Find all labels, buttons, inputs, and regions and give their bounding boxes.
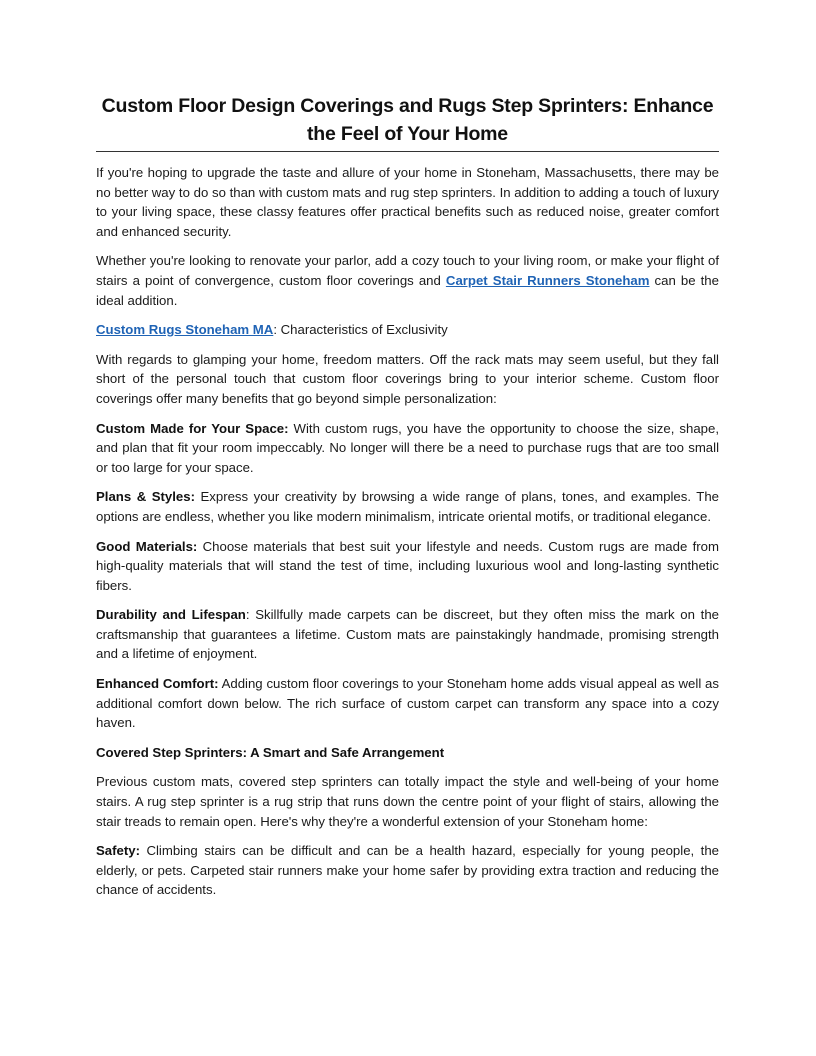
feature-text: : Skillfully made carpets can be discreet, but they often miss the mark on the craftsmanship that guarantees a lifetime. Custom mats are painstakingly handmade, promising strength and a lifetime of enjoyment.	[96, 607, 719, 662]
feature-safety	[96, 841, 719, 900]
feature-label: Plans & Styles:	[96, 489, 195, 505]
feature-text: With custom rugs, you have the opportunity to choose the size, shape, and plan that fit your room impeccably. No longer will there be a need to purchase rugs that are too small or too large for your space.	[96, 420, 719, 475]
feature-label: Durability and Lifespan	[96, 607, 246, 623]
feature-custom-made	[96, 419, 719, 478]
page-title: Custom Floor Design Coverings and Rugs Step Sprinters: Enhance the Feel of Your Home	[96, 92, 719, 152]
section-heading-step-sprinters	[96, 743, 719, 763]
paragraph-text: can be the ideal addition.	[96, 272, 719, 308]
custom-rugs-link[interactable]: Custom Rugs Stoneham MA	[96, 322, 274, 338]
feature-enhanced-comfort	[96, 674, 719, 733]
feature-durability	[96, 605, 719, 664]
feature-label: Safety:	[96, 843, 140, 859]
paragraph-text: Whether you're looking to renovate your parlor, add a cozy touch to your living room, or make your flight of stairs a point of convergence, custom floor coverings and	[96, 253, 719, 288]
document-page	[96, 92, 719, 900]
stair-runners-paragraph	[96, 251, 719, 310]
feature-label: Good Materials:	[96, 538, 198, 554]
carpet-stair-runners-link[interactable]: Carpet Stair Runners Stoneham	[445, 272, 650, 288]
feature-good-materials	[96, 537, 719, 596]
feature-label: Enhanced Comfort:	[96, 676, 219, 692]
step-sprinters-paragraph: Previous custom mats, covered step sprinters can totally impact the style and well-being of your home stairs. A rug step sprinter is a rug strip that runs down the centre point of your flight of stairs, allowing the stair treads to remain open. Here's why they're a wonderful extension of your Stoneham home:	[96, 774, 719, 829]
custom-coverings-paragraph: With regards to glamping your home, freedom matters. Off the rack mats may seem useful, but they fall short of the personal touch that custom floor coverings bring to your interior scheme. Custom floor coverings offer many benefits that go beyond simple personalization:	[96, 351, 719, 406]
section-heading-custom-rugs	[96, 320, 719, 340]
feature-text: Climbing stairs can be difficult and can be a health hazard, especially for young people, the elderly, or pets. Carpeted stair runners make your home safer by providing extra traction and reducing the chance of accidents.	[96, 843, 719, 898]
section-heading-text: : Characteristics of Exclusivity	[273, 322, 448, 338]
feature-plans-styles	[96, 487, 719, 526]
feature-text: Adding custom floor coverings to your Stoneham home adds visual appeal as well as additional comfort down below. The rich surface of custom carpet can transform any space into a cozy haven.	[96, 676, 719, 731]
intro-paragraph: If you're hoping to upgrade the taste and allure of your home in Stoneham, Massachusetts, there may be no better way to do so than with custom mats and rug step sprinters. In addition to adding a touch of luxury to your living space, these classy features offer practical benefits such as reduced noise, greater comfort and enhanced security.	[96, 165, 719, 239]
feature-text: Choose materials that best suit your lifestyle and needs. Custom rugs are made from high-quality materials that will stand the test of time, including luxurious wool and long-lasting synthetic fibers.	[96, 538, 720, 593]
feature-label: Custom Made for Your Space:	[96, 420, 289, 436]
feature-text: Express your creativity by browsing a wide range of plans, tones, and examples. The options are endless, whether you like modern minimalism, intricate oriental motifs, or traditional elegance.	[96, 489, 719, 524]
section-heading-text: Covered Step Sprinters: A Smart and Safe Arrangement	[96, 744, 445, 760]
